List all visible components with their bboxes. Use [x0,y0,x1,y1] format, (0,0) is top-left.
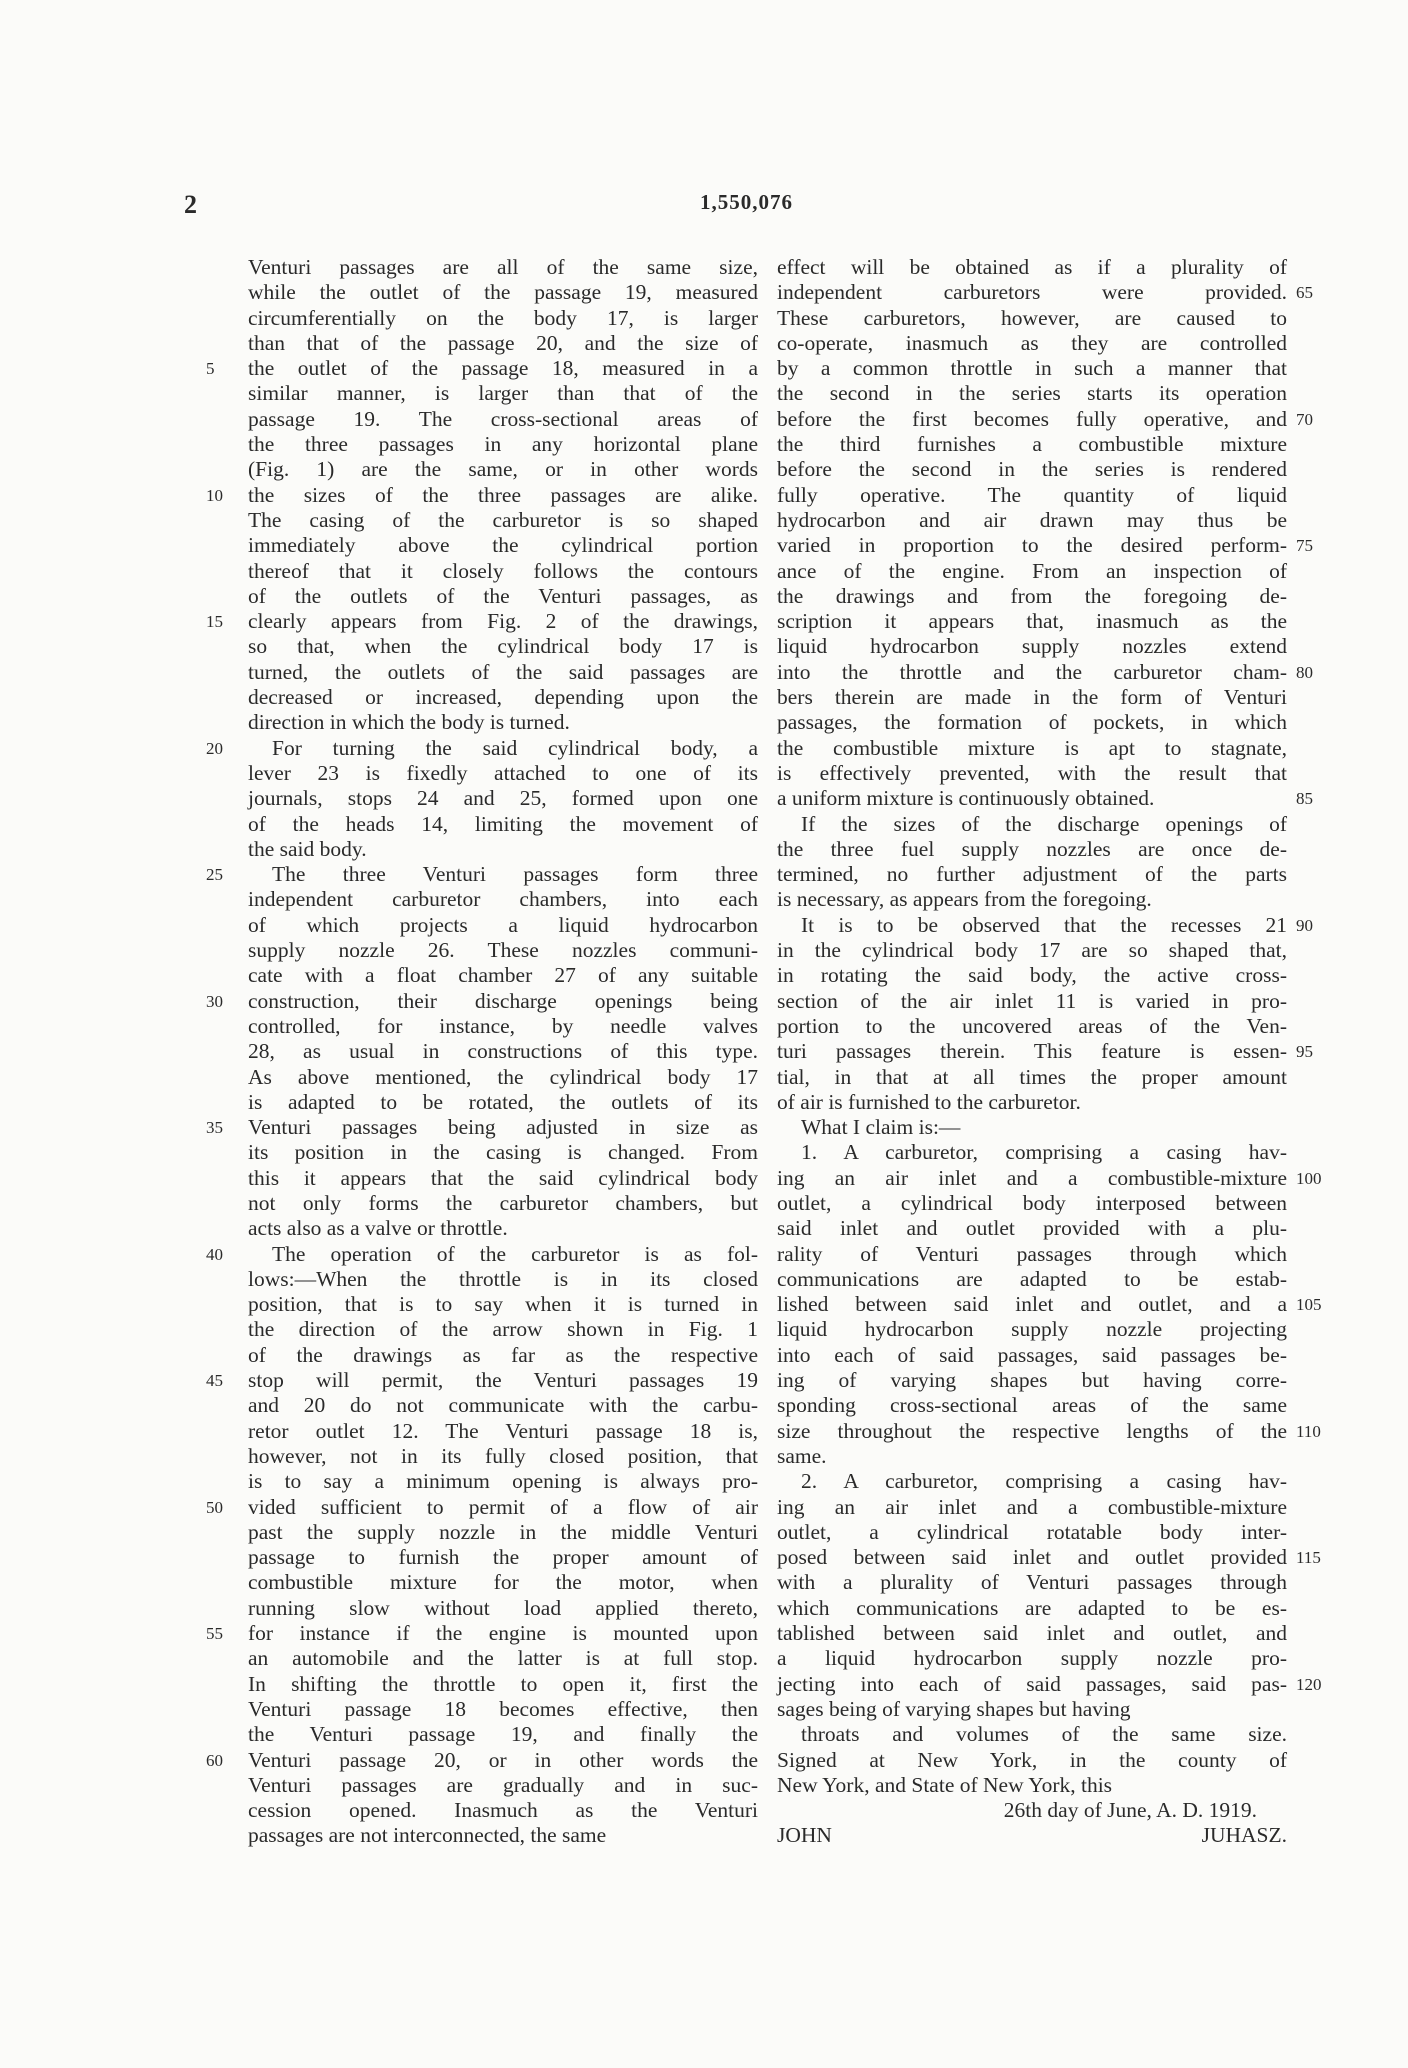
text-line: thereof that it closely follows the contours [248,558,758,583]
text-line: the outlet of the passage 18, measured in a [248,356,758,381]
text-line: into the throttle and the carburetor cham- [777,659,1287,684]
text-line: retor outlet 12. The Venturi passage 18 is, [248,1418,758,1443]
text-line: It is to be observed that the recesses 21 [801,912,1287,937]
text-line: the Venturi passage 19, and finally the [248,1722,758,1747]
text-line: is necessary, as appears from the foregoing. [777,887,1152,912]
text-line: not only forms the carburetor chambers, but [248,1190,758,1215]
line-number-right: 95 [1296,1042,1313,1062]
text-line: lished between said inlet and outlet, and a [777,1292,1287,1317]
line-number-left: 35 [206,1118,223,1138]
text-line: cession opened. Inasmuch as the Venturi [248,1798,758,1823]
text-line: immediately above the cylindrical portion [248,533,758,558]
text-line: lever 23 is fixedly attached to one of its [248,760,758,785]
text-line: For turning the said cylindrical body, a [272,735,758,760]
text-line: a liquid hydrocarbon supply nozzle pro- [777,1646,1287,1671]
text-line: is effectively prevented, with the result that [777,760,1287,785]
text-line: running slow without load applied thereto, [248,1595,758,1620]
text-line: As above mentioned, the cylindrical body 17 [248,1064,758,1089]
text-line: is to say a minimum opening is always pro- [248,1469,758,1494]
text-line: by a common throttle in such a manner that [777,356,1287,381]
text-line: JOHN JUHASZ. [777,1823,1287,1848]
text-line: vided sufficient to permit of a flow of air [248,1494,758,1519]
text-line: turned, the outlets of the said passages are [248,659,758,684]
text-line: is adapted to be rotated, the outlets of its [248,1089,758,1114]
text-line: this it appears that the said cylindrical body [248,1165,758,1190]
line-number-right: 120 [1296,1674,1322,1694]
text-line: ing of varying shapes but having corre- [777,1368,1287,1393]
text-line: than that of the passage 20, and the size of [248,330,758,355]
text-line: so that, when the cylindrical body 17 is [248,634,758,659]
text-line: in rotating the said body, the active cross- [777,963,1287,988]
line-number-left: 5 [206,359,215,379]
text-line: passages are not interconnected, the same [248,1823,607,1848]
text-line: construction, their discharge openings being [248,988,758,1013]
text-line: The three Venturi passages form three [272,862,758,887]
text-line: New York, and State of New York, this [777,1772,1113,1797]
text-line: termined, no further adjustment of the parts [777,862,1287,887]
text-line: before the second in the series is rendered [777,457,1287,482]
line-number-right: 90 [1296,915,1313,935]
text-line: tablished between said inlet and outlet, and [777,1621,1287,1646]
line-number-right: 110 [1296,1421,1321,1441]
line-number-right: 100 [1296,1168,1322,1188]
text-line: controlled, for instance, by needle valves [248,1013,758,1038]
text-line: cate with a float chamber 27 of any suitable [248,963,758,988]
text-line: throats and volumes of the same size. [801,1722,1287,1747]
text-line: portion to the uncovered areas of the Ven- [777,1013,1287,1038]
text-line: of which projects a liquid hydrocarbon [248,912,758,937]
line-number-left: 25 [206,865,223,885]
text-line: ing an air inlet and a combustible-mixture [777,1494,1287,1519]
text-line: circumferentially on the body 17, is larger [248,305,758,330]
text-line: the combustible mixture is apt to stagnate, [777,735,1287,760]
text-line: independent carburetors were provided. [777,280,1287,305]
text-line: The casing of the carburetor is so shaped [248,507,758,532]
line-number-right: 65 [1296,283,1313,303]
text-line: however, not in its fully closed position, that [248,1443,758,1468]
text-line: 1. A carburetor, comprising a casing hav- [801,1140,1287,1165]
line-number-left: 50 [206,1497,223,1517]
text-line: combustible mixture for the motor, when [248,1570,758,1595]
text-line: turi passages therein. This feature is essen- [777,1039,1287,1064]
signature-name: 26th day of June, A. D. 1919. [1003,1798,1257,1823]
text-line: liquid hydrocarbon supply nozzles extend [777,634,1287,659]
text-line: liquid hydrocarbon supply nozzle projecting [777,1317,1287,1342]
right-text-column [777,255,1287,1849]
line-number-right: 105 [1296,1295,1322,1315]
text-line: passage to furnish the proper amount of [248,1545,758,1570]
text-line: for instance if the engine is mounted upon [248,1621,758,1646]
text-line: varied in proportion to the desired perform- [777,533,1287,558]
text-line: passages, the formation of pockets, in which [777,710,1287,735]
line-number-left: 30 [206,991,223,1011]
text-line: scription it appears that, inasmuch as the [777,609,1287,634]
text-line: ing an air inlet and a combustible-mixture [777,1165,1287,1190]
text-line: said inlet and outlet provided with a plu- [777,1216,1287,1241]
line-number-left: 60 [206,1750,223,1770]
text-line: the direction of the arrow shown in Fig. 1 [248,1317,758,1342]
text-line: rality of Venturi passages through which [777,1241,1287,1266]
text-line: passage 19. The cross-sectional areas of [248,406,758,431]
patent-number: 1,550,076 [700,190,793,214]
line-number-left: 55 [206,1624,223,1644]
line-number-right: 80 [1296,662,1313,682]
text-line: the said body. [248,836,367,861]
text-line: which communications are adapted to be es- [777,1595,1287,1620]
text-line: the second in the series starts its operation [777,381,1287,406]
text-line: acts also as a valve or throttle. [248,1216,508,1241]
text-line: of air is furnished to the carburetor. [777,1089,1081,1114]
text-line: similar manner, is larger than that of the [248,381,758,406]
text-line: an automobile and the latter is at full stop. [248,1646,758,1671]
line-number-right: 115 [1296,1548,1321,1568]
text-line: bers therein are made in the form of Venturi [777,685,1287,710]
text-line: before the first becomes fully operative, and [777,406,1287,431]
text-line: outlet, a cylindrical body interposed between [777,1190,1287,1215]
text-line: stop will permit, the Venturi passages 19 [248,1368,758,1393]
text-line: same. [777,1443,827,1468]
text-line: tial, in that at all times the proper amount [777,1064,1287,1089]
text-line: The operation of the carburetor is as fol- [272,1241,758,1266]
text-line: of the heads 14, limiting the movement of [248,811,758,836]
text-line: journals, stops 24 and 25, formed upon one [248,786,758,811]
text-line: lows:—When the throttle is in its closed [248,1266,758,1291]
text-line: outlet, a cylindrical rotatable body inter- [777,1519,1287,1544]
text-line: supply nozzle 26. These nozzles communi- [248,938,758,963]
text-line: past the supply nozzle in the middle Venturi [248,1519,758,1544]
text-line: effect will be obtained as if a plurality of [777,255,1287,279]
text-line: while the outlet of the passage 19, measured [248,280,758,305]
text-line: the drawings and from the foregoing de- [777,583,1287,608]
line-number-left: 15 [206,612,223,632]
text-line: into each of said passages, said passages be- [777,1342,1287,1367]
page-number: 2 [184,190,197,219]
text-line: Venturi passages are all of the same size, [248,255,758,279]
text-line: independent carburetor chambers, into each [248,887,758,912]
text-line: What I claim is:— [801,1115,961,1140]
text-line: of the drawings as far as the respective [248,1342,758,1367]
line-number-left: 40 [206,1244,223,1264]
text-line: direction in which the body is turned. [248,710,570,735]
line-number-left: 45 [206,1371,223,1391]
text-line: Signed at New York, in the county of [777,1747,1287,1772]
text-line: communications are adapted to be estab- [777,1266,1287,1291]
text-line: clearly appears from Fig. 2 of the drawings, [248,609,758,634]
text-line: with a plurality of Venturi passages through [777,1570,1287,1595]
text-line: its position in the casing is changed. From [248,1140,758,1165]
text-line: co-operate, inasmuch as they are controlled [777,330,1287,355]
text-line: position, that is to say when it is turned in [248,1292,758,1317]
text-line: the three passages in any horizontal plane [248,432,758,457]
text-line: (Fig. 1) are the same, or in other words [248,457,758,482]
text-line: Venturi passages are gradually and in suc- [248,1772,758,1797]
text-line: size throughout the respective lengths of the [777,1418,1287,1443]
text-line: a uniform mixture is continuously obtained. [777,786,1155,811]
text-line: 28, as usual in constructions of this type. [248,1039,758,1064]
line-number-right: 85 [1296,789,1313,809]
text-line: section of the air inlet 11 is varied in pro- [777,988,1287,1013]
text-line: of the outlets of the Venturi passages, as [248,583,758,608]
text-line: decreased or increased, depending upon the [248,685,758,710]
text-line: the sizes of the three passages are alike. [248,482,758,507]
text-line: Venturi passage 20, or in other words the [248,1747,758,1772]
text-line: In shifting the throttle to open it, first the [248,1671,758,1696]
text-line: and 20 do not communicate with the carbu- [248,1393,758,1418]
text-line: These carburetors, however, are caused to [777,305,1287,330]
text-line: sponding cross-sectional areas of the same [777,1393,1287,1418]
text-line: Venturi passage 18 becomes effective, then [248,1696,758,1721]
text-line: Venturi passages being adjusted in size as [248,1115,758,1140]
line-number-right: 75 [1296,536,1313,556]
text-line: posed between said inlet and outlet provided [777,1545,1287,1570]
text-line: the three fuel supply nozzles are once de- [777,836,1287,861]
text-line: the third furnishes a combustible mixture [777,432,1287,457]
text-line: hydrocarbon and air drawn may thus be [777,507,1287,532]
text-line: jecting into each of said passages, said pas- [777,1671,1287,1696]
text-line: If the sizes of the discharge openings of [801,811,1287,836]
line-number-right: 70 [1296,409,1313,429]
line-number-left: 20 [206,738,223,758]
left-text-column [248,255,758,1849]
text-line: fully operative. The quantity of liquid [777,482,1287,507]
line-number-left: 10 [206,485,223,505]
text-line: ance of the engine. From an inspection of [777,558,1287,583]
text-line: sages being of varying shapes but having [777,1696,1131,1721]
text-line: 2. A carburetor, comprising a casing hav- [801,1469,1287,1494]
text-line: in the cylindrical body 17 are so shaped that, [777,938,1287,963]
